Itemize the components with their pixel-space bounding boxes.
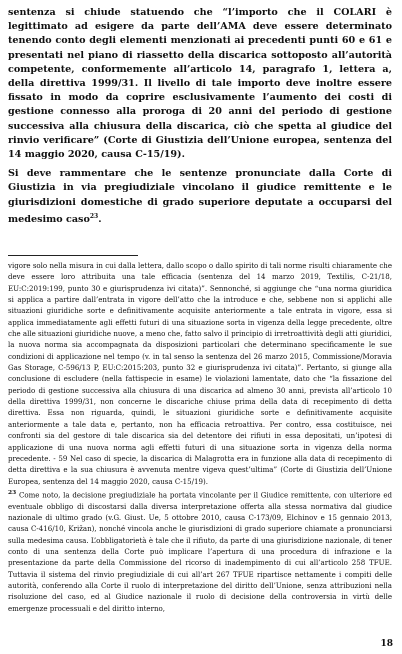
footnotes xyxy=(8,260,392,614)
page-number: 18 xyxy=(380,639,393,649)
footnote-number: 23 xyxy=(8,488,17,496)
footnote-ref-23: 23 xyxy=(89,212,99,220)
footnote-separator xyxy=(8,255,138,256)
footnote-continuation: vigore solo nella misura in cui dalla lettera, dallo scopo o dallo spirito di tali norme risulti chiaramente che deve essere loro attribuita una tale efficacia (sentenza del 14 marzo 2019, Textilis, C-21/18, EU:C:2019:199, punto 30 e giurisprudenza ivi citata)”. Sennonché, si aggiunge che “una norma giuridica si applica a partire dall’entrata in vigore dell’atto che la introduce e che, sebbene non si applichi alle situazioni giuridiche sorte e definitivamente acquisite anteriormente a tale entrata in vigore, essa si applica immediatamente agli effetti futuri di una situazione sorta in vigenza della legge precedente, oltre che alle situazioni giuridiche nuove, a meno che, fatto salvo il principio di irretroattività degli atti giuridici, la nuova norma sia accompagnata da disposizioni particolari che determinano specificamente le sue condizioni di applicazione nel tempo (v. in tal senso la sentenza del 26 marzo 2015, Commissione/Moravia Gas Storage, C-596/13 P, EU:C:2015:203, punto 32 e giurisprudenza ivi citata)”. Pertanto, si giunge alla conclusione di escludere (nella fattispecie in esame) le violazioni lamentate, dato che “la fissazione del periodo di gestione successiva alla chiusura di una discarica ad almeno 30 anni, prevista all’articolo 10 della direttiva 1999/31, non concerne le discariche chiuse prima della data di recepimento di detta direttiva. Essa non riguarda, quindi, le situazioni giuridiche sorte e definitivamente acquisite anteriormente a tale data e, pertanto, non ha efficacia retroattiva. Per contro, essa costituisce, nei confronti sia del gestore di tale discarica sia del detentore dei rifiuti in essa depositati, un’ipotesi di applicazione di una nuova norma agli effetti futuri di una situazione sorta in vigenza della norma precedente. - 59 Nel caso di specie, la discarica di Malagrotta era in funzione alla data di recepimento di detta direttiva e la sua chiusura è avvenuta mentre vigeva quest’ultima” (Corte di Giustizia dell’Unione Europea, sentenza del 14 maggio 2020, causa C-15/19). xyxy=(8,261,392,486)
paragraph-text: Si deve rammentare che le sentenze pronunciate dalla Corte di Giustizia in via pregiudiziale vincolano il giudice remittente e le giurisdizioni domestiche di grado superiore deputate a occuparsi del medesimo caso xyxy=(8,168,392,226)
paragraph-quote: sentenza si chiude statuendo che “l’importo che il COLARI è legittimato ad esigere da parte dell’AMA deve essere determinato tenendo conto degli elementi menzionati ai precedenti punti 60 e 61 e presentati nel piano di riassetto della discarica sottoposto all’autorità competente, conformemente all’articolo 14, paragrafo 1, lettera a, della direttiva 1999/31. Il livello di tale importo deve inoltre essere fissato in modo da coprire esclusivamente l’aumento dei costi di gestione connesso alla proroga di 20 anni del periodo di gestione successiva alla chiusura della discarica, ciò che spetta al giudice del rinvio verificare” (Corte di Giustizia dell’Unione europea, sentenza del 14 maggio 2020, causa C-15/19). xyxy=(8,7,392,161)
main-text xyxy=(8,6,392,232)
footnote-23-text: Come noto, la decisione pregiudiziale ha portata vincolante per il Giudice remittente, con ulteriore ed eventuale obbligo di discostarsi dalla diversa interpretazione offerta alla stessa normativa dal giudice nazionale di ultimo grado (v.G. Giust. Ue, 5 ottobre 2010, causa C-173/09, Elchinov e 15 gennaio 2013, causa C-416/10, Križan), nonché vincola anche le giurisdizioni di grado superiore chiamate a pronunciarsi sulla medesima causa. L’obbligatorietà è tale che il rifiuto, da parte di una giurisdizione nazionale, di tener conto di una sentenza della Corte può implicare l’apertura di una procedura di infrazione e la presentazione da parte della Commissione del ricorso di inadempimento di cui all’articolo 258 TFUE. Tuttavia il sistema del rinvio pregiudiziale di cui all’art 267 TFUE ripartisce nettamente i compiti delle autorità, conferendo alla Corte il ruolo di interpretazione del diritto dell’Unione, senza attribuzioni nella risoluzione del caso, ed al Giudice nazionale il ruolo di decisione della controversia in virtù delle emergenze processuali e del diritto interno, xyxy=(8,490,392,613)
paragraph-binding-effect xyxy=(8,167,392,227)
paragraph-end: . xyxy=(98,214,102,226)
footnote-23 xyxy=(8,487,392,614)
